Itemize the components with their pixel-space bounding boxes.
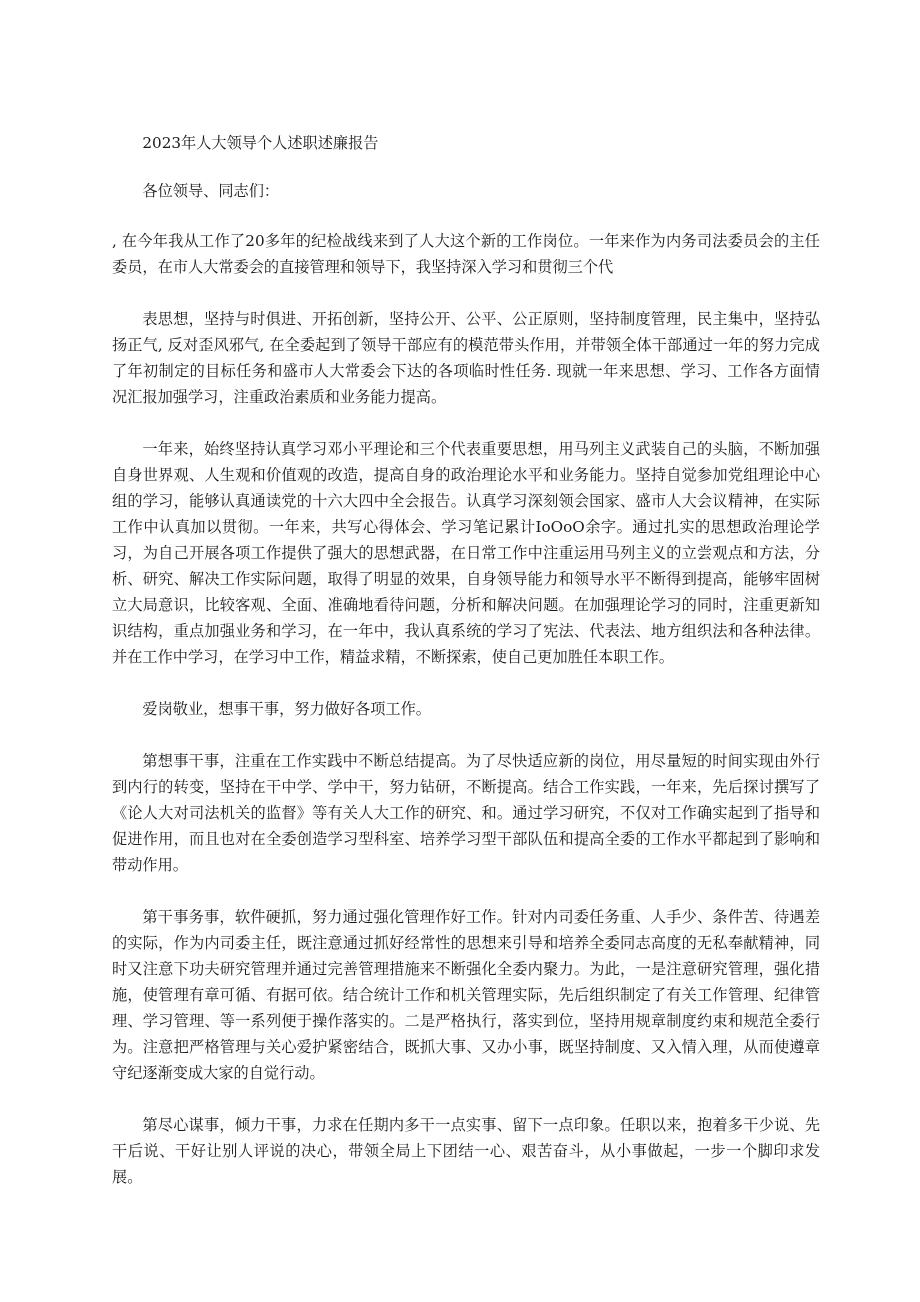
paragraph-7: 第尽心谋事，倾力干事，力求在任期内多干一点实事、留下一点印象。任职以来，抱着多干少说、先干后说、干好让别人评说的决心，带领全局上下团结一心、艰苦奋斗，从小事做起，一步一个脚印求发展。 (112, 1116, 820, 1186)
paragraph-4: 爱岗敬业，想事干事，努力做好各项工作。 (142, 700, 431, 718)
paragraph-3: 一年来，始终坚持认真学习邓小平理论和三个代表重要思想，用马列主义武装自己的头脑，不断加强自身世界观、人生观和价值观的改造，提高自身的政治理论水平和业务能力。坚持自觉参加党组理论中心组的学习，能够认真通读党的十六大四中全会报告。认真学习深刻领会国家、盛市人大会议精神，在实际工作中认真加以贯彻。一年来，共写心得体会、学习笔记累计IoOoO余字。通过扎实的思想政治理论学习，为自己开展各项工作提供了强大的思想武器，在日常工作中注重运用马列主义的立尝观点和方法，分析、研究、解决工作实际问题，取得了明显的效果，自身领导能力和领导水平不断得到提高，能够牢固树立大局意识，比较客观、全面、准确地看待问题，分析和解决问题。在加强理论学习的同时，注重更新知识结构，重点加强业务和学习，在一年中，我认真系统的学习了宪法、代表法、地方组织法和各种法律。并在工作中学习，在学习中工作，精益求精，不断探索，使自己更加胜任本职工作。 (112, 440, 820, 666)
paragraph-2: 表思想，坚持与时俱进、开拓创新，坚持公开、公平、公正原则，坚持制度管理，民主集中，坚持弘扬正气, 反对歪风邪气, 在全委起到了领导干部应有的模范带头作用，并带领全体干部通过一年的努力完成了年初制定的目标任务和盛市人大常委会下达的各项临时性任务. 现就一年来思想、学习、工作各方面情况汇报加强学习，注重政治素质和业务能力提高。 (112, 310, 820, 406)
paragraph-6: 第干事务事，软件硬抓，努力通过强化管理作好工作。针对内司委任务重、人手少、条件苦、待遇差的实际，作为内司委主任，既注意通过抓好经常性的思想来引导和培养全委同志高度的无私奉献精神，同时又注意下功夫研究管理并通过完善管理措施来不断强化全委内聚力。为此，一是注意研究管理，强化措施，使管理有章可循、有据可依。结合统计工作和机关管理实际，先后组织制定了有关工作管理、纪律管理、学习管理、等一系列便于操作落实的。二是严格执行，落实到位，坚持用规章制度约束和规范全委行为。注意把严格管理与关心爱护紧密结合，既抓大事、又办小事，既坚持制度、又入情入理，从而使遵章守纪逐渐变成大家的自觉行动。 (112, 908, 820, 1082)
document-title: 2023年人大领导个人述职述廉报告 (142, 134, 379, 152)
greeting: 各位领导、同志们： (142, 182, 280, 200)
paragraph-1: , 在今年我从工作了20多年的纪检战线来到了人大这个新的工作岗位。一年来作为内务司法委员会的主任委员，在市人大常委会的直接管理和领导下，我坚持深入学习和贯彻三个代 (112, 232, 820, 276)
paragraph-5: 第想事干事，注重在工作实践中不断总结提高。为了尽快适应新的岗位，用尽量短的时间实现由外行到内行的转变，坚持在干中学、学中干，努力钻研，不断提高。结合工作实践，一年来，先后探讨撰写了《论人大对司法机关的监督》等有关人大工作的研究、和。通过学习研究，不仅对工作确实起到了指导和促进作用，而且也对在全委创造学习型科室、培养学习型干部队伍和提高全委的工作水平都起到了影响和带动作用。 (112, 752, 820, 874)
document-page (112, 130, 820, 1216)
